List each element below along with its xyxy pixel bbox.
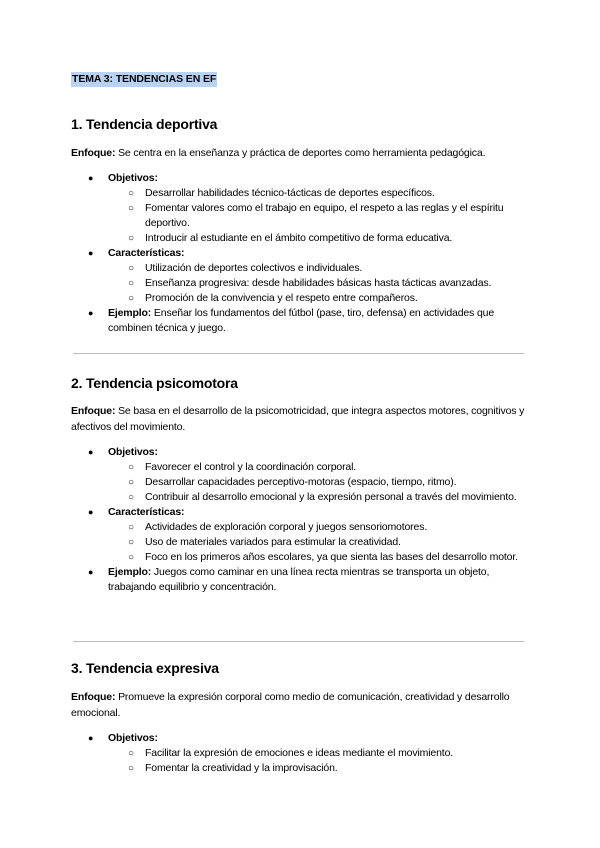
bullet-icon: ● [88, 733, 94, 743]
circle-bullet-icon: ○ [128, 748, 134, 759]
bullet-icon: ● [88, 507, 94, 517]
document-title: TEMA 3: TENDENCIAS EN EF [72, 73, 217, 85]
list-item-text: Favorecer el control y la coordinación corporal. [145, 461, 357, 473]
focus-text: Se basa en el desarrollo de la psicomotricidad, que integra aspectos motores, cognitivos y afectivos del movimiento. [71, 405, 525, 433]
section-expresiva [71, 660, 531, 776]
bullet-list [71, 171, 531, 336]
list-item [108, 520, 531, 535]
list-item-text: Desarrollar habilidades técnico-tácticas de deportes específicos. [145, 187, 435, 199]
bullet-icon: ● [88, 308, 94, 318]
section-heading: 3. Tendencia expresiva [71, 660, 219, 676]
list-item [108, 276, 531, 291]
circle-bullet-icon: ○ [128, 233, 134, 244]
section-psicomotora [71, 375, 531, 595]
focus-label: Enfoque: [71, 405, 116, 417]
circle-bullet-icon: ○ [128, 188, 134, 199]
bullet-list [71, 731, 531, 776]
list-item-text: Promoción de la convivencia y el respeto entre compañeros. [145, 292, 418, 304]
focus-paragraph [71, 403, 531, 435]
list-item-features [71, 246, 531, 306]
sub-list [108, 746, 531, 776]
circle-bullet-icon: ○ [128, 293, 134, 304]
circle-bullet-icon: ○ [128, 537, 134, 548]
example-text: Juegos como caminar en una línea recta mientras se transporta un objeto, trabajando equilibrio y concentración. [108, 566, 490, 593]
list-item-text: Actividades de exploración corporal y juegos sensoriomotores. [145, 521, 428, 533]
example-text: Enseñar los fundamentos del fútbol (pase, tiro, defensa) en actividades que combinen técnica y juego. [108, 307, 495, 334]
circle-bullet-icon: ○ [128, 763, 134, 774]
list-item-text: Foco en los primeros años escolares, ya que sienta las bases del desarrollo motor. [145, 551, 518, 563]
list-item [108, 490, 531, 505]
list-item [108, 535, 531, 550]
objectives-label: Objetivos: [108, 172, 158, 184]
focus-label: Enfoque: [71, 691, 116, 703]
section-deportiva [71, 116, 531, 336]
circle-bullet-icon: ○ [128, 203, 134, 214]
circle-bullet-icon: ○ [128, 263, 134, 274]
list-item [108, 460, 531, 475]
list-item-objectives [71, 171, 531, 246]
list-item-text: Utilización de deportes colectivos e individuales. [145, 262, 363, 274]
sub-list [108, 460, 531, 505]
list-item-text: Uso de materiales variados para estimular la creatividad. [145, 536, 401, 548]
features-label: Características: [108, 506, 185, 518]
focus-text: Se centra en la enseñanza y práctica de deportes como herramienta pedagógica. [118, 147, 486, 159]
circle-bullet-icon: ○ [128, 477, 134, 488]
list-item-text: Enseñanza progresiva: desde habilidades básicas hasta tácticas avanzadas. [145, 277, 492, 289]
list-item-text: Contribuir al desarrollo emocional y la expresión personal a través del movimiento. [145, 491, 517, 503]
focus-paragraph [71, 689, 531, 721]
circle-bullet-icon: ○ [128, 492, 134, 503]
section-divider [73, 353, 524, 354]
list-item-objectives [71, 731, 531, 776]
section-heading: 2. Tendencia psicomotora [71, 375, 238, 391]
focus-label: Enfoque: [71, 147, 116, 159]
list-item-text: Fomentar la creatividad y la improvisación. [145, 762, 338, 774]
list-item [108, 761, 531, 776]
list-item-features [71, 505, 531, 565]
list-item [108, 291, 531, 306]
focus-paragraph [71, 145, 531, 161]
section-divider [73, 641, 524, 642]
list-item [108, 231, 531, 246]
bullet-icon: ● [88, 173, 94, 183]
objectives-label: Objetivos: [108, 732, 158, 744]
bullet-icon: ● [88, 248, 94, 258]
list-item [108, 201, 531, 231]
list-item [108, 550, 531, 565]
sub-list [108, 186, 531, 246]
list-item-example [71, 565, 531, 595]
list-item-text: Fomentar valores como el trabajo en equipo, el respeto a las reglas y el espíritu deportivo. [145, 202, 504, 229]
bullet-list [71, 445, 531, 595]
list-item [108, 746, 531, 761]
example-label: Ejemplo: [108, 307, 152, 319]
section-heading: 1. Tendencia deportiva [71, 116, 218, 132]
sub-list [108, 261, 531, 306]
list-item-example [71, 306, 531, 336]
circle-bullet-icon: ○ [128, 552, 134, 563]
bullet-icon: ● [88, 567, 94, 577]
list-item-text: Introducir al estudiante en el ámbito competitivo de forma educativa. [145, 232, 453, 244]
focus-text: Promueve la expresión corporal como medio de comunicación, creatividad y desarrollo emocional. [71, 691, 510, 719]
list-item [108, 475, 531, 490]
sub-list [108, 520, 531, 565]
circle-bullet-icon: ○ [128, 522, 134, 533]
objectives-label: Objetivos: [108, 446, 158, 458]
list-item-objectives [71, 445, 531, 505]
features-label: Características: [108, 247, 185, 259]
circle-bullet-icon: ○ [128, 462, 134, 473]
list-item [108, 186, 531, 201]
example-label: Ejemplo: [108, 566, 152, 578]
list-item-text: Desarrollar capacidades perceptivo-motoras (espacio, tiempo, ritmo). [145, 476, 457, 488]
list-item [108, 261, 531, 276]
bullet-icon: ● [88, 447, 94, 457]
list-item-text: Facilitar la expresión de emociones e ideas mediante el movimiento. [145, 747, 454, 759]
circle-bullet-icon: ○ [128, 278, 134, 289]
